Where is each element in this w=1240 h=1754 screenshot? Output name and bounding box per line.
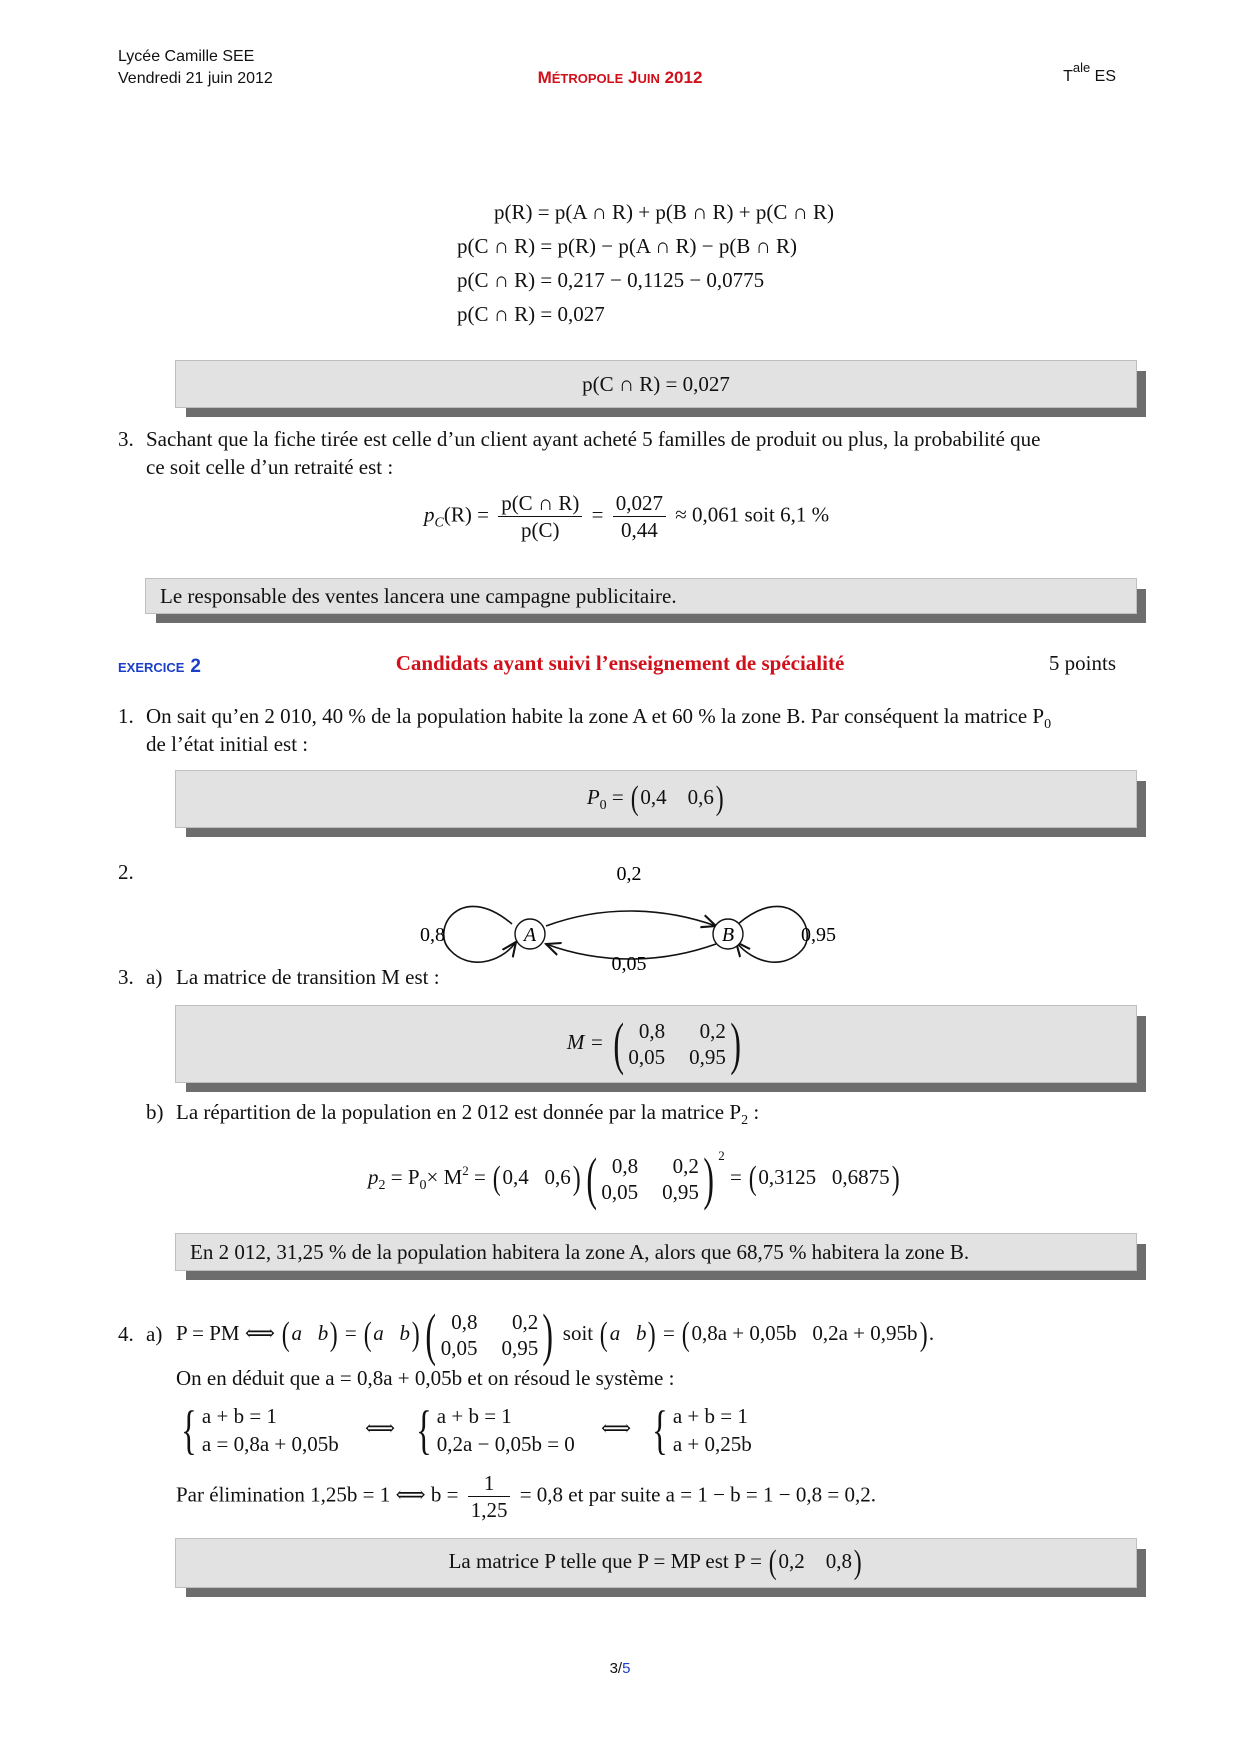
label-loop-a: 0,8	[420, 924, 445, 946]
ex2-question-1-text-2: de l’état initial est :	[146, 732, 309, 756]
equation-2: p(C ∩ R) = p(R) − p(A ∩ R) − p(B ∩ R)	[457, 234, 798, 258]
ex2-question-4a-label: a)	[146, 1322, 163, 1346]
conditional-probability-formula: $p_C(R)$ = $\frac{p(C \cap R)}{p(C)}$ = $\frac{0,027}{0,44}$ ≈ 0,061 soit 6,1 %	[424, 491, 830, 542]
result-box-3-text: En 2 012, 31,25 % de la population habitera la zone A, alors que 68,75 % habitera la zone B.	[190, 1239, 970, 1264]
result-box-p0	[175, 770, 1137, 828]
ex2-question-3a-text: La matrice de transition M est :	[176, 965, 440, 989]
ex2-question-1-number: 1.	[118, 704, 134, 728]
label-b-to-a: 0,05	[611, 953, 647, 975]
p2-computation: $p_2 = P_0\times M^2 = (0,4$ 0,6) ( 0,8 0,2 0,05 0,95 ) $^2$ = (0,3125 0,6875)	[368, 1146, 900, 1211]
ex2-question-4-number: 4.	[118, 1322, 134, 1346]
result-box-matrix-m	[175, 1005, 1137, 1083]
ex2-question-1-text-1: On sait qu’en 2 010, 40 % de la population habite la zone A et 60 % la zone B. Par conséquent la matrice $P_0$	[146, 704, 1052, 732]
result-box-4	[175, 1538, 1137, 1588]
label-loop-b: 0,95	[801, 924, 836, 946]
fraction-1: $\frac{p(C \cap R)}{p(C)}$	[498, 490, 582, 543]
result-box-2	[145, 578, 1137, 614]
exercise-2-heading: EXERCICE 2	[118, 656, 201, 677]
result-box-4-text: La matrice P telle que P = MP est P = (0,2 0,8)	[448, 1544, 862, 1581]
result-box-1	[175, 360, 1137, 408]
deduction-text: On en déduit que a = 0,8a + 0,05b et on résoud le système :	[176, 1366, 675, 1390]
page-number: 3/5	[609, 1660, 631, 1677]
exam-title: MÉTROPOLE JUIN 2012	[537, 68, 703, 87]
elimination-line: Par élimination 1,25b = 1 ⟺ b = $\frac{1}{1,25}$ = 0,8 et par suite a = 1 − b = 1 − 0,8 = 0,2.	[176, 1471, 876, 1522]
transition-graph	[420, 860, 840, 980]
p0-matrix: $P_0 = (0,4$ 0,6)	[586, 780, 724, 817]
result-box-1-text: p(C ∩ R) = 0,027	[582, 371, 730, 396]
school-name: Lycée Camille SEE	[118, 48, 255, 65]
exercise-2-points: 5 points	[1048, 651, 1116, 675]
class-label: $T^{ale}$ ES	[1063, 60, 1116, 85]
ex2-question-3b-label: b)	[146, 1100, 164, 1124]
ex2-question-3a-label: a)	[146, 965, 163, 989]
node-b-label: B	[721, 924, 735, 946]
ex2-question-3b-text: La répartition de la population en 2 012 est donnée par la matrice $P_2$ :	[176, 1100, 760, 1128]
equation-4: p(C ∩ R) = 0,027	[457, 302, 605, 326]
result-box-3	[175, 1233, 1137, 1271]
equation-3: p(C ∩ R) = 0,217 − 0,1125 − 0,0775	[457, 268, 765, 292]
system-of-equations: { a + b = 1 a = 0,8a + 0,05b ⟺ { a + b = 1 0,2a − 0,05b = 0 ⟺ { a + b = 1 a + 0,25b	[181, 1400, 752, 1460]
question-3-text-1: Sachant que la fiche tirée est celle d’un client ayant acheté 5 familles de produit ou plus, la probabilité que	[146, 427, 1041, 451]
result-box-2-text: Le responsable des ventes lancera une campagne publicitaire.	[160, 583, 677, 608]
ex2-question-2-number: 2.	[118, 860, 134, 884]
exercise-2-title: Candidats ayant suivi l’enseignement de spécialité	[395, 651, 845, 675]
fraction-2: $\frac{0,027}{0,44}$	[613, 490, 666, 543]
loop-b-arrow	[736, 906, 807, 962]
label-a-to-b: 0,2	[616, 863, 642, 885]
stationary-equation: P = PM ⟺ (a b) = (a b) ( 0,8 0,2 0,05 0,95 ) soit (a b) = (0,8a + 0,05b 0,2a + 0,95b).	[176, 1302, 935, 1367]
node-a-label: A	[523, 924, 537, 946]
arrow-a-to-b	[546, 911, 716, 926]
question-3-text-2: ce soit celle d’un retraité est :	[146, 455, 394, 479]
ex2-question-3-number: 3.	[118, 965, 134, 989]
equation-1: p(R) = p(A ∩ R) + p(B ∩ R) + p(C ∩ R)	[494, 200, 835, 224]
matrix-m: M = ( 0,8 0,2 0,05 0,95 )	[566, 1011, 741, 1076]
exam-date: Vendredi 21 juin 2012	[118, 70, 273, 87]
loop-a-arrow	[444, 906, 516, 962]
question-3-number: 3.	[118, 427, 134, 451]
